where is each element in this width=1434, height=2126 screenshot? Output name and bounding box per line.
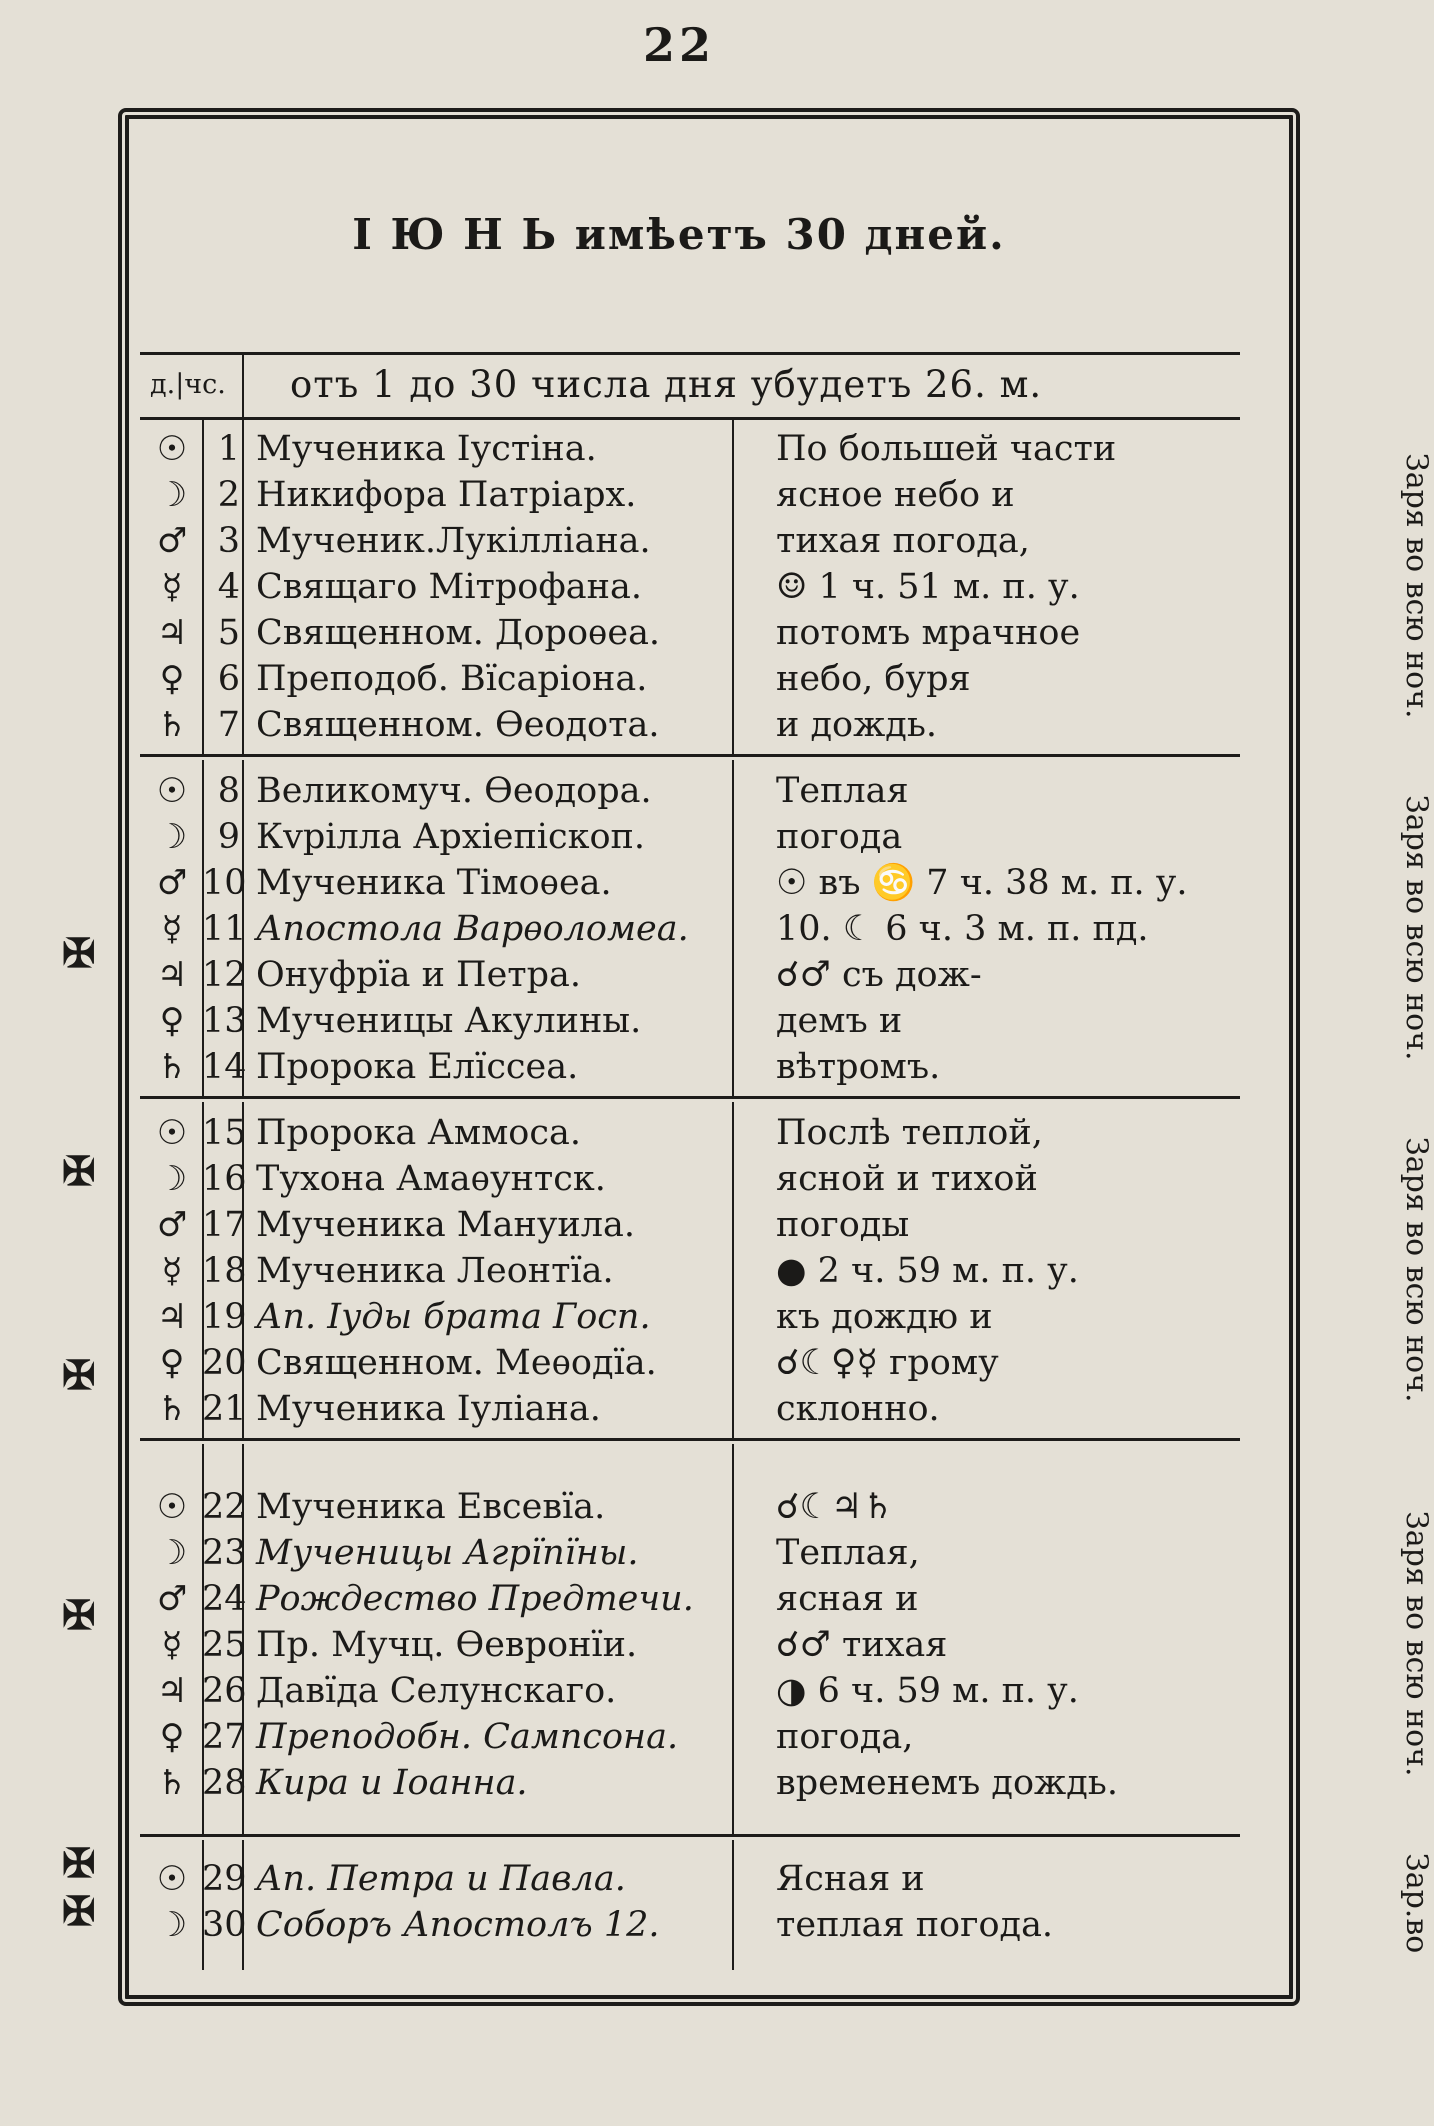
saint-entry: Преподоб. Вїсаріона. — [256, 659, 648, 699]
weather-line: Послѣ теплой, — [776, 1113, 1043, 1153]
saint-entry: Мученик.Лукілліана. — [256, 521, 651, 561]
day-number: 12 — [202, 955, 247, 995]
weather-line: тихая погода, — [776, 521, 1030, 561]
week-block-5 — [140, 1840, 1434, 1970]
table-row — [140, 1110, 1240, 1156]
saint-entry: Тухона Амаѳунтск. — [256, 1159, 606, 1199]
weather-line: временемъ дождь. — [776, 1763, 1118, 1803]
planet-symbol: ☿ — [161, 1251, 183, 1291]
day-number: 23 — [202, 1533, 247, 1573]
saint-entry: Мученика Тімоѳеа. — [256, 863, 612, 903]
day-number: 22 — [202, 1487, 247, 1527]
planet-symbol: ☿ — [161, 567, 183, 607]
day-number: 20 — [202, 1343, 247, 1383]
feast-mark-icon: ✠ — [62, 1592, 96, 1639]
day-number: 11 — [202, 909, 247, 949]
weather-line: ☌☾♃♄ — [776, 1487, 894, 1527]
day-number: 24 — [202, 1579, 247, 1619]
table-row — [140, 1156, 1240, 1202]
weather-line: погода, — [776, 1717, 914, 1757]
day-number: 5 — [217, 613, 240, 653]
saint-entry: Кvрілла Архіепіскоп. — [256, 817, 645, 857]
planet-symbol: ♄ — [156, 705, 188, 745]
week-block-4 — [140, 1444, 1434, 1837]
weather-line: ☉ въ ♋ 7 ч. 38 м. п. у. — [776, 863, 1188, 903]
day-number: 3 — [217, 521, 240, 561]
table-row — [140, 1576, 1240, 1622]
planet-symbol: ♃ — [156, 955, 188, 995]
table-row — [140, 1714, 1240, 1760]
saint-entry: Священном. Ѳеодота. — [256, 705, 660, 745]
weather-line: 10. ☾ 6 ч. 3 м. п. пд. — [776, 909, 1149, 949]
table-row — [140, 952, 1240, 998]
day-number: 14 — [202, 1047, 247, 1087]
weather-line: склонно. — [776, 1389, 940, 1429]
day-number: 30 — [202, 1905, 247, 1945]
planet-symbol: ♂ — [156, 1579, 188, 1619]
weather-line: По большей части — [776, 429, 1117, 469]
table-row — [140, 656, 1240, 702]
saint-entry: Мученика Іустіна. — [256, 429, 597, 469]
day-number: 7 — [217, 705, 240, 745]
table-row — [140, 564, 1240, 610]
page-number: 22 — [642, 18, 715, 72]
feast-mark-icon: ✠ — [62, 930, 96, 977]
saint-entry: Пророка Елїссеа. — [256, 1047, 579, 1087]
weather-line: ◑ 6 ч. 59 м. п. у. — [776, 1671, 1079, 1711]
day-number: 26 — [202, 1671, 247, 1711]
table-row — [140, 518, 1240, 564]
dawn-note: Зар.во — [1399, 1852, 1434, 1954]
table-row — [140, 1248, 1240, 1294]
weather-line: ясной и тихой — [776, 1159, 1038, 1199]
weather-line: Ясная и — [776, 1859, 925, 1899]
weather-line: ясная и — [776, 1579, 919, 1619]
feast-mark-icon: ✠ — [62, 1888, 96, 1935]
table-row — [140, 906, 1240, 952]
table-row — [140, 1622, 1240, 1668]
planet-symbol: ♃ — [156, 1671, 188, 1711]
planet-symbol: ♀ — [159, 659, 185, 699]
planet-symbol: ♄ — [156, 1763, 188, 1803]
saint-entry: Никифора Патріарх. — [256, 475, 637, 515]
day-number: 13 — [202, 1001, 247, 1041]
weather-line: ясное небо и — [776, 475, 1015, 515]
saint-entry: Мученика Іуліана. — [256, 1389, 601, 1429]
day-number: 17 — [202, 1205, 247, 1245]
weather-line: ☌♂ съ дож- — [776, 955, 982, 995]
planet-symbol: ☉ — [156, 1487, 188, 1527]
day-number: 21 — [202, 1389, 247, 1429]
weather-line: Теплая — [776, 771, 909, 811]
planet-symbol: ♂ — [156, 1205, 188, 1245]
planet-symbol: ☽ — [156, 475, 188, 515]
saint-entry: Давїда Селунскаго. — [256, 1671, 617, 1711]
weather-line: къ дождю и — [776, 1297, 993, 1337]
day-number: 27 — [202, 1717, 247, 1757]
weather-line: ☺ 1 ч. 51 м. п. у. — [776, 567, 1080, 607]
saint-entry: Соборъ Апостолъ 12. — [256, 1905, 660, 1945]
weather-line: небо, буря — [776, 659, 971, 699]
day-number: 16 — [202, 1159, 247, 1199]
saint-entry: Мученика Леонтїа. — [256, 1251, 614, 1291]
dawn-note: Заря во всю ноч. — [1399, 453, 1434, 719]
planet-symbol: ☽ — [156, 1533, 188, 1573]
table-row — [140, 1340, 1240, 1386]
weather-line: погоды — [776, 1205, 910, 1245]
page-title: І Ю Н Ь имѣетъ 30 дней. — [352, 210, 1006, 259]
table-row — [140, 860, 1240, 906]
day-number: 15 — [202, 1113, 247, 1153]
saint-entry: Священном. Меѳодїа. — [256, 1343, 657, 1383]
saint-entry: Мученика Мануила. — [256, 1205, 635, 1245]
day-number: 1 — [217, 429, 240, 469]
weather-line: Теплая, — [776, 1533, 920, 1573]
header-day-columns: д.|чс. — [150, 369, 226, 400]
saint-entry: Мученика Евсевїа. — [256, 1487, 606, 1527]
header-divider — [242, 355, 244, 417]
table-row — [140, 1530, 1240, 1576]
weather-line: демъ и — [776, 1001, 903, 1041]
weather-line: потомъ мрачное — [776, 613, 1081, 653]
table-row — [140, 1902, 1240, 1948]
table-row — [140, 610, 1240, 656]
planet-symbol: ♀ — [159, 1717, 185, 1757]
saint-entry: Преподобн. Сампсона. — [256, 1717, 679, 1757]
table-row — [140, 1856, 1240, 1902]
header-daylength-note: отъ 1 до 30 числа дня убудетъ 26. м. — [290, 363, 1043, 406]
planet-symbol: ♂ — [156, 521, 188, 561]
day-number: 4 — [217, 567, 240, 607]
weather-line: ☌♂ тихая — [776, 1625, 948, 1665]
table-row — [140, 998, 1240, 1044]
table-row — [140, 1202, 1240, 1248]
day-number: 8 — [217, 771, 240, 811]
week-block-3 — [140, 1102, 1434, 1441]
table-row — [140, 814, 1240, 860]
planet-symbol: ☽ — [156, 817, 188, 857]
planet-symbol: ☉ — [156, 771, 188, 811]
week-block-1 — [140, 418, 1434, 757]
dawn-note: Заря во всю ноч. — [1399, 795, 1434, 1061]
day-number: 2 — [217, 475, 240, 515]
table-header — [140, 352, 1240, 420]
weather-line: теплая погода. — [776, 1905, 1054, 1945]
weather-line: ● 2 ч. 59 м. п. у. — [776, 1251, 1079, 1291]
saint-entry: Пророка Аммоса. — [256, 1113, 581, 1153]
day-number: 25 — [202, 1625, 247, 1665]
feast-mark-icon: ✠ — [62, 1352, 96, 1399]
table-row — [140, 768, 1240, 814]
planet-symbol: ♂ — [156, 863, 188, 903]
feast-mark-icon: ✠ — [62, 1840, 96, 1887]
weather-line: и дождь. — [776, 705, 938, 745]
planet-symbol: ♄ — [156, 1389, 188, 1429]
week-block-2 — [140, 760, 1434, 1099]
saint-entry: Апостола Варѳоломеа. — [256, 909, 689, 949]
planet-symbol: ♀ — [159, 1343, 185, 1383]
saint-entry: Кира и Іоанна. — [256, 1763, 528, 1803]
table-row — [140, 702, 1240, 748]
saint-entry: Онуфрїа и Петра. — [256, 955, 582, 995]
dawn-note: Заря во всю ноч. — [1399, 1137, 1434, 1403]
day-number: 6 — [217, 659, 240, 699]
table-row — [140, 472, 1240, 518]
planet-symbol: ♃ — [156, 613, 188, 653]
planet-symbol: ♀ — [159, 1001, 185, 1041]
planet-symbol: ♃ — [156, 1297, 188, 1337]
day-number: 29 — [202, 1859, 247, 1899]
saint-entry: Мученицы Агрїпїны. — [256, 1533, 639, 1573]
day-number: 9 — [217, 817, 240, 857]
planet-symbol: ☉ — [156, 1113, 188, 1153]
planet-symbol: ☽ — [156, 1905, 188, 1945]
saint-entry: Ап. Іуды брата Госп. — [256, 1297, 651, 1337]
saint-entry: Пр. Мучц. Ѳевронїи. — [256, 1625, 638, 1665]
planet-symbol: ☿ — [161, 909, 183, 949]
planet-symbol: ☉ — [156, 429, 188, 469]
saint-entry: Рождество Предтечи. — [256, 1579, 694, 1619]
planet-symbol: ☿ — [161, 1625, 183, 1665]
table-row — [140, 1668, 1240, 1714]
day-number: 28 — [202, 1763, 247, 1803]
dawn-note: Заря во всю ноч. — [1399, 1511, 1434, 1777]
table-row — [140, 1484, 1240, 1530]
weather-line: вѣтромъ. — [776, 1047, 941, 1087]
saint-entry: Мученицы Акулины. — [256, 1001, 642, 1041]
saint-entry: Священном. Дороѳеа. — [256, 613, 661, 653]
planet-symbol: ☉ — [156, 1859, 188, 1899]
table-row — [140, 1760, 1240, 1806]
feast-mark-icon: ✠ — [62, 1148, 96, 1195]
table-row — [140, 426, 1240, 472]
table-row — [140, 1294, 1240, 1340]
weather-line: ☌☾♀☿ грому — [776, 1343, 999, 1383]
saint-entry: Свящаго Мітрофана. — [256, 567, 642, 607]
table-row — [140, 1044, 1240, 1090]
planet-symbol: ♄ — [156, 1047, 188, 1087]
day-number: 10 — [202, 863, 247, 903]
day-number: 18 — [202, 1251, 247, 1291]
planet-symbol: ☽ — [156, 1159, 188, 1199]
weather-line: погода — [776, 817, 903, 857]
saint-entry: Великомуч. Ѳеодора. — [256, 771, 652, 811]
saint-entry: Ап. Петра и Павла. — [256, 1859, 626, 1899]
day-number: 19 — [202, 1297, 247, 1337]
table-row — [140, 1386, 1240, 1432]
